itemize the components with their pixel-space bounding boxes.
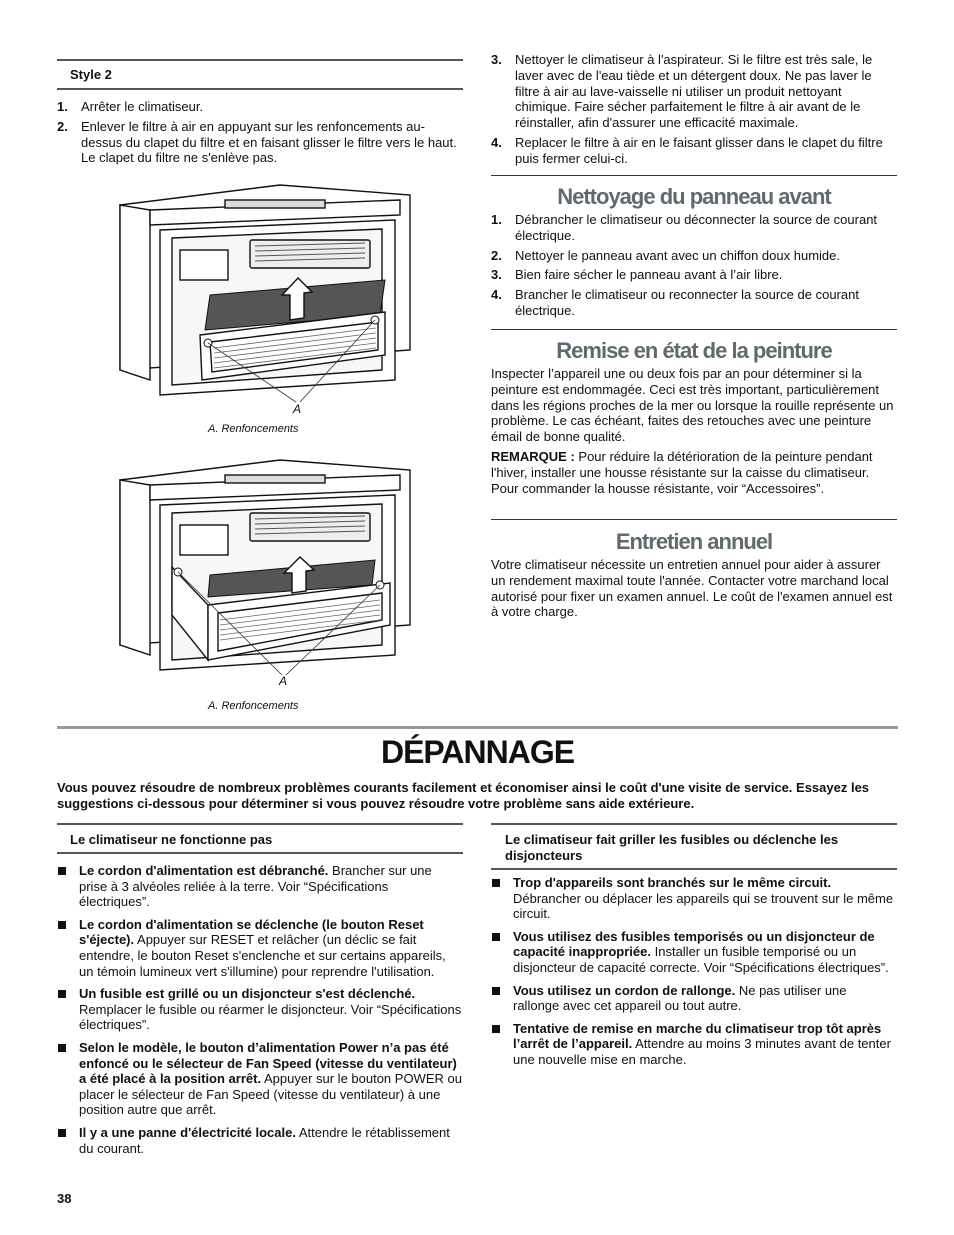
bullet-square-icon <box>58 1044 66 1052</box>
table-heading: Le climatiseur fait griller les fusibles ou déclenche les disjoncteurs <box>505 832 839 863</box>
solution-list <box>57 863 462 1163</box>
section-heading: Style 2 <box>70 67 112 82</box>
table-heading: Le climatiseur ne fonctionne pas <box>70 832 273 847</box>
rule <box>57 59 463 61</box>
rule <box>57 88 463 90</box>
page-title: DÉPANNAGE <box>380 734 575 770</box>
ac-filter-illustration <box>110 455 420 680</box>
rule <box>491 823 897 825</box>
rule <box>57 823 463 825</box>
callout-label: A <box>293 402 302 416</box>
ac-filter-illustration <box>110 180 420 415</box>
step-list <box>57 99 457 170</box>
step-list <box>491 212 897 323</box>
list-item: 3. Nettoyer le climatiseur à l'aspirateur. Si le filtre est très sale, le laver avec de l'eau tiède et un détergent doux. Ne pas laver le filtre à air au lave-vaisselle ni utiliser un produit nettoyant chimique. Faire sécher parfaitement le filtre à air avant de le réinstaller, afin d'assurer une efficacité maximale. <box>491 52 873 131</box>
figure-caption: A. Renfoncements <box>208 700 299 712</box>
list-item: Le cordon d'alimentation est débranché. Brancher sur une prise à 3 alvéoles reliée à la terre. Voir “Spécifications électriques”. <box>57 863 462 910</box>
list-item: Vous utilisez des fusibles temporisés ou un disjoncteur de capacité inappropriée. Installer un fusible temporisé ou un disjoncteur de capacité correcte. Voir “Spécifications électriques”. <box>491 929 896 976</box>
list-item: 4. Replacer le filtre à air en le faisant glisser dans le clapet du filtre puis fermer celui-ci. <box>491 134 883 166</box>
rule <box>491 175 897 176</box>
list-item: Trop d'appareils sont branchés sur le même circuit. Débrancher ou déplacer les appareils qui se trouvent sur le même circuit. <box>491 875 896 922</box>
list-item: Un fusible est grillé ou un disjoncteur s'est déclenché. Remplacer le fusible ou réarmer le disjoncteur. Voir “Spécifications électriques”. <box>57 986 462 1033</box>
paragraph: REMARQUE : Pour réduire la détérioration de la peinture pendant l'hiver, installer une housse résistante sur la caisse du climatiseur. Pour commander la housse résistante, voir “Accessoires”. <box>491 449 873 496</box>
intro-paragraph: Vous pouvez résoudre de nombreux problèmes courants facilement et économiser ainsi le coût d'une visite de service. Essayez les suggestions ci-dessous pour déterminer si vous pouvez résoudre votre problème sans aide extérieure. <box>57 780 870 811</box>
bullet-square-icon <box>492 1025 500 1033</box>
section-title: Entretien annuel <box>615 529 773 554</box>
list-item: 4. Brancher le climatiseur ou reconnecter la source de courant électrique. <box>491 287 859 318</box>
list-item: Tentative de remise en marche du climatiseur trop tôt après l’arrêt de l’appareil. Attendre au moins 3 minutes avant de tenter une nouvelle mise en marche. <box>491 1021 896 1068</box>
bullet-square-icon <box>58 990 66 998</box>
rule <box>491 329 897 330</box>
list-item: Selon le modèle, le bouton d’alimentation Power n’a pas été enfoncé ou le sélecteur de Fan Speed (vitesse du ventilateur) a été placé à la position arrêt. Appuyer sur le bouton POWER ou placer le sélecteur de Fan Speed (vitesse du ventilateur) à une position autre que arrêt. <box>57 1040 462 1118</box>
list-item: Vous utilisez un cordon de rallonge. Ne pas utiliser une rallonge avec cet appareil ou tout autre. <box>491 983 896 1014</box>
paragraph: Votre climatiseur nécessite un entretien annuel pour aider à assurer un rendement maximal toute l'année. Contacter votre marchand local autorisé pour fixer un examen annuel. Le coût de l'examen annuel est à votre charge. <box>491 557 893 620</box>
paragraph: Inspecter l’appareil une ou deux fois par an pour déterminer si la peinture est endommagée. Ceci est très important, particulièrement dans les régions proches de la mer ou lorsque la rouille représente un problème. Le cas échéant, faites des retouches avec une peinture émail de bonne qualité. <box>491 366 894 445</box>
section-title: Remise en état de la peinture <box>556 338 832 363</box>
list-item: 1. Débrancher le climatiseur ou déconnecter la source de courant électrique. <box>491 212 878 243</box>
bullet-square-icon <box>58 921 66 929</box>
page-number: 38 <box>57 1191 72 1206</box>
list-item: Il y a une panne d'électricité locale. Attendre le rétablissement du courant. <box>57 1125 462 1156</box>
rule <box>491 868 897 870</box>
rule <box>57 726 898 729</box>
rule <box>57 852 463 854</box>
figure-caption: A. Renfoncements <box>208 423 299 435</box>
rule <box>491 519 897 520</box>
bullet-square-icon <box>58 867 66 875</box>
solution-list <box>491 875 896 1075</box>
bullet-square-icon <box>58 1129 66 1137</box>
section-title: Nettoyage du panneau avant <box>557 184 831 209</box>
list-item: 2. Enlever le filtre à air en appuyant sur les renfoncements au-dessus du clapet du filtre et en faisant glisser le filtre vers le haut. Le clapet du filtre ne s'enlève pas. <box>57 118 457 166</box>
bullet-square-icon <box>492 933 500 941</box>
step-list <box>491 52 897 171</box>
list-item: 3. Bien faire sécher le panneau avant à l’air libre. <box>491 267 783 283</box>
list-item: Le cordon d'alimentation se déclenche (le bouton Reset s'éjecte). Appuyer sur RESET et relâcher (un déclic se fait entendre, le bouton Reset s'enclenche et sur certains appareils, un témoin lumineux vert s'illumine) pour reprendre l'utilisation. <box>57 917 462 979</box>
bullet-square-icon <box>492 879 500 887</box>
bullet-square-icon <box>492 987 500 995</box>
callout-label: A <box>279 674 288 688</box>
list-item: 2. Nettoyer le panneau avant avec un chiffon doux humide. <box>491 247 840 263</box>
list-item: 1. Arrêter le climatiseur. <box>57 99 204 114</box>
